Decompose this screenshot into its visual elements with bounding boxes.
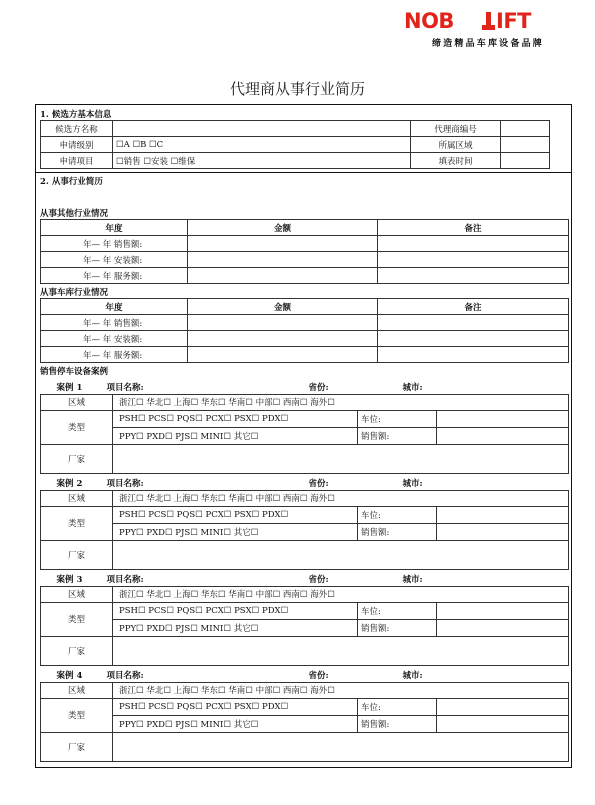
sales-row-label: 年— 年 销售额: [41, 236, 188, 252]
city-label: 城市: [402, 383, 423, 393]
lift-mark-icon [482, 12, 495, 30]
note-field[interactable] [378, 268, 569, 284]
type-options-row2[interactable]: PPY☐ PXD☐ PJS☐ MINI☐ 其它☐ [113, 523, 358, 540]
sales-row-label: 年— 年 销售额: [41, 315, 188, 331]
city-label: 城市: [402, 671, 423, 681]
region-field[interactable] [501, 137, 550, 153]
spaces-field[interactable] [437, 410, 569, 427]
case-title: 案例 1 [56, 383, 83, 393]
section-divider [36, 172, 571, 173]
spaces-label: 车位: [358, 506, 437, 523]
agent-no-label: 代理商编号 [411, 121, 501, 137]
region-label: 区域 [41, 586, 113, 602]
maker-field[interactable] [113, 636, 569, 665]
project-name-label: 项目名称: [106, 575, 144, 585]
type-label: 类型 [41, 698, 113, 732]
sales-field[interactable] [437, 523, 569, 540]
sales-label: 销售额: [358, 523, 437, 540]
note-field[interactable] [378, 236, 569, 252]
spaces-label: 车位: [358, 698, 437, 715]
project-name-label: 项目名称: [106, 383, 144, 393]
maker-field[interactable] [113, 732, 569, 761]
amount-field[interactable] [188, 347, 378, 363]
project-name-label: 项目名称: [106, 671, 144, 681]
col-year: 年度 [41, 220, 188, 236]
case-header-row [41, 667, 569, 682]
maker-label: 厂家 [41, 540, 113, 569]
level-options[interactable]: ☐A ☐B ☐C [113, 137, 411, 153]
agent-no-field[interactable] [501, 121, 550, 137]
amount-field[interactable] [188, 315, 378, 331]
date-label: 填表时间 [411, 153, 501, 169]
garage-industry-heading: 从事车库行业情况 [40, 288, 109, 298]
region-options[interactable]: 浙江☐ 华北☐ 上海☐ 华东☐ 华南☐ 中部☐ 西南☐ 海外☐ [113, 682, 569, 698]
other-industry-heading: 从事其他行业情况 [40, 209, 109, 219]
type-options-row1[interactable]: PSH☐ PCS☐ PQS☐ PCX☐ PSX☐ PDX☐ [113, 698, 358, 715]
type-label: 类型 [41, 602, 113, 636]
type-label: 类型 [41, 410, 113, 444]
amount-field[interactable] [188, 252, 378, 268]
amount-field[interactable] [188, 236, 378, 252]
project-name-label: 项目名称: [106, 479, 144, 489]
case-title: 案例 2 [56, 479, 83, 489]
maker-field[interactable] [113, 444, 569, 473]
type-options-row1[interactable]: PSH☐ PCS☐ PQS☐ PCX☐ PSX☐ PDX☐ [113, 602, 358, 619]
other-industry-table [40, 219, 569, 284]
type-options-row2[interactable]: PPY☐ PXD☐ PJS☐ MINI☐ 其它☐ [113, 619, 358, 636]
province-label: 省份: [308, 671, 329, 681]
type-options-row2[interactable]: PPY☐ PXD☐ PJS☐ MINI☐ 其它☐ [113, 715, 358, 732]
case-title: 案例 4 [56, 671, 83, 681]
date-field[interactable] [501, 153, 550, 169]
cases-heading: 销售停车设备案例 [40, 367, 109, 377]
case-title: 案例 3 [56, 575, 83, 585]
service-row-label: 年— 年 服务额: [41, 347, 188, 363]
case-table [40, 379, 569, 474]
garage-industry-table [40, 298, 569, 363]
items-label: 申请项目 [41, 153, 113, 169]
region-options[interactable]: 浙江☐ 华北☐ 上海☐ 华东☐ 华南☐ 中部☐ 西南☐ 海外☐ [113, 586, 569, 602]
spaces-field[interactable] [437, 506, 569, 523]
note-field[interactable] [378, 252, 569, 268]
page-title: 代理商从事行业简历 [229, 80, 365, 98]
col-note: 备注 [378, 299, 569, 315]
items-options[interactable]: ☐销售 ☐安装 ☐维保 [113, 153, 411, 169]
region-options[interactable]: 浙江☐ 华北☐ 上海☐ 华东☐ 华南☐ 中部☐ 西南☐ 海外☐ [113, 490, 569, 506]
logo-slogan: 缔造精品车库设备品牌 [431, 39, 544, 49]
case-table [40, 475, 569, 570]
col-year: 年度 [41, 299, 188, 315]
sales-label: 销售额: [358, 715, 437, 732]
type-options-row1[interactable]: PSH☐ PCS☐ PQS☐ PCX☐ PSX☐ PDX☐ [113, 410, 358, 427]
amount-field[interactable] [188, 268, 378, 284]
note-field[interactable] [378, 331, 569, 347]
case-header-row [41, 571, 569, 586]
col-amount: 金额 [188, 299, 378, 315]
company-logo [404, 10, 546, 49]
type-options-row1[interactable]: PSH☐ PCS☐ PQS☐ PCX☐ PSX☐ PDX☐ [113, 506, 358, 523]
city-label: 城市: [402, 479, 423, 489]
maker-label: 厂家 [41, 636, 113, 665]
candidate-name-label: 候选方名称 [41, 121, 113, 137]
province-label: 省份: [308, 575, 329, 585]
candidate-name-field[interactable] [113, 121, 411, 137]
basic-info-table [40, 120, 550, 169]
spaces-label: 车位: [358, 410, 437, 427]
sales-label: 销售额: [358, 427, 437, 444]
install-row-label: 年— 年 安装额: [41, 331, 188, 347]
case-header-row [41, 475, 569, 490]
section2-heading: 2. 从事行业简历 [40, 177, 103, 187]
region-label: 所属区域 [411, 137, 501, 153]
spaces-field[interactable] [437, 698, 569, 715]
sales-field[interactable] [437, 715, 569, 732]
col-amount: 金额 [188, 220, 378, 236]
region-label: 区域 [41, 682, 113, 698]
region-label: 区域 [41, 490, 113, 506]
maker-label: 厂家 [41, 444, 113, 473]
region-label: 区域 [41, 394, 113, 410]
logo-word-right: IFT [496, 9, 531, 33]
spaces-field[interactable] [437, 602, 569, 619]
case-table [40, 667, 569, 762]
region-options[interactable]: 浙江☐ 华北☐ 上海☐ 华东☐ 华南☐ 中部☐ 西南☐ 海外☐ [113, 394, 569, 410]
case-header-row [41, 379, 569, 394]
maker-field[interactable] [113, 540, 569, 569]
sales-field[interactable] [437, 427, 569, 444]
type-label: 类型 [41, 506, 113, 540]
province-label: 省份: [308, 479, 329, 489]
service-row-label: 年— 年 服务额: [41, 268, 188, 284]
note-field[interactable] [378, 347, 569, 363]
maker-label: 厂家 [41, 732, 113, 761]
note-field[interactable] [378, 315, 569, 331]
type-options-row2[interactable]: PPY☐ PXD☐ PJS☐ MINI☐ 其它☐ [113, 427, 358, 444]
logo-word-left: NOB [404, 9, 454, 33]
col-note: 备注 [378, 220, 569, 236]
spaces-label: 车位: [358, 602, 437, 619]
level-label: 申请级别 [41, 137, 113, 153]
sales-field[interactable] [437, 619, 569, 636]
amount-field[interactable] [188, 331, 378, 347]
city-label: 城市: [402, 575, 423, 585]
install-row-label: 年— 年 安装额: [41, 252, 188, 268]
sales-label: 销售额: [358, 619, 437, 636]
province-label: 省份: [308, 383, 329, 393]
section1-heading: 1. 候选方基本信息 [40, 110, 112, 120]
case-table [40, 571, 569, 666]
